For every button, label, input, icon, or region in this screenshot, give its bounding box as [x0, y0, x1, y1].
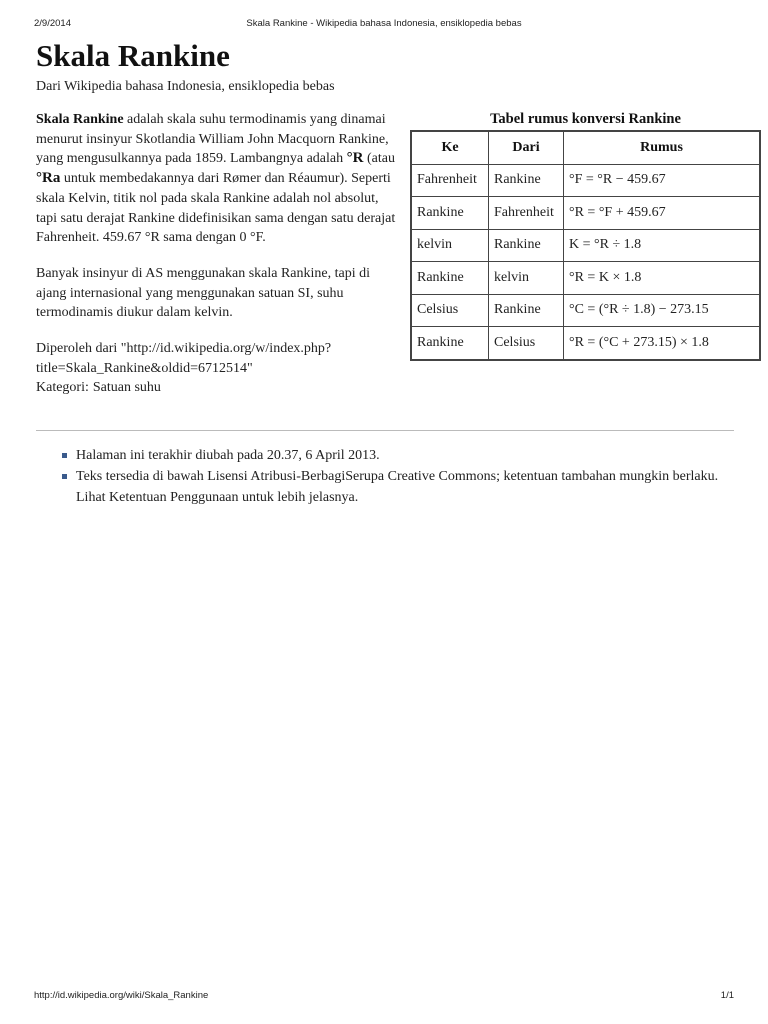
cell-rumus: K = °R ÷ 1.8	[564, 229, 761, 262]
print-header	[34, 18, 734, 32]
category-label: Kategori:	[36, 380, 89, 396]
cell-rumus: °R = °F + 459.67	[564, 197, 761, 230]
cell-rumus: °R = K × 1.8	[564, 262, 761, 295]
bullet-square-icon	[62, 453, 67, 458]
article-content	[36, 38, 734, 508]
table-caption: Tabel rumus konversi Rankine	[490, 111, 681, 127]
print-date: 2/9/2014	[34, 18, 71, 29]
site-tagline: Dari Wikipedia bahasa Indonesia, ensiklopedia bebas	[36, 79, 335, 94]
cell-rumus: °R = (°C + 273.15) × 1.8	[564, 327, 761, 360]
cell-dari: kelvin	[489, 262, 564, 295]
license-text: Teks tersedia di bawah Lisensi Atribusi-BerbagiSerupa Creative Commons; ketentuan tambahan mungkin berlaku. Lihat Ketentuan Penggunaan untuk lebih jelasnya.	[76, 469, 719, 505]
cell-dari: Rankine	[489, 294, 564, 327]
cell-dari: Fahrenheit	[489, 197, 564, 230]
header-dari: Dari	[489, 131, 564, 164]
last-modified-text: Halaman ini terakhir diubah pada 20.37, 6 April 2013.	[76, 448, 380, 463]
cell-ke: Rankine	[411, 262, 489, 295]
footer-divider	[36, 430, 734, 431]
header-ke: Ke	[411, 131, 489, 164]
table-row	[411, 294, 760, 327]
table-header-row	[411, 131, 760, 164]
conversion-table-box	[410, 110, 761, 361]
category-line	[36, 378, 398, 398]
rankine-symbol: °R	[346, 150, 364, 167]
rankine-alt-symbol: °Ra	[36, 170, 61, 187]
cell-dari: Rankine	[489, 164, 564, 197]
retrieved-from: Diperoleh dari "http://id.wikipedia.org/w/index.php?title=Skala_Rankine&oldid=6712514"	[36, 341, 332, 376]
list-item	[64, 466, 734, 508]
table-row	[411, 229, 760, 262]
cell-rumus: °C = (°R ÷ 1.8) − 273.15	[564, 294, 761, 327]
table-row	[411, 262, 760, 295]
intro-text-1: adalah skala suhu termodinamis yang dinamai menurut insinyur Skotlandia William John Macquorn Rankine, yang mengusulkannya pada 1859. Lambangnya adalah	[36, 112, 389, 167]
intro-paragraph	[36, 110, 398, 248]
cell-ke: Rankine	[411, 327, 489, 360]
conversion-table	[410, 130, 761, 361]
cell-ke: Rankine	[411, 197, 489, 230]
cell-ke: kelvin	[411, 229, 489, 262]
intro-text-3: untuk membedakannya dari Rømer dan Réaumur). Seperti skala Kelvin, titik nol pada skala Rankine adalah nol absolut, tapi satu derajat Rankine didefinisikan sama dengan satu derajat Fahrenheit. 459.67 °R sama dengan 0 °F.	[36, 171, 396, 246]
intro-text-2: (atau	[363, 151, 395, 167]
cell-dari: Rankine	[489, 229, 564, 262]
article-body	[36, 110, 734, 418]
cell-ke: Fahrenheit	[411, 164, 489, 197]
print-footer	[34, 990, 734, 1004]
table-row	[411, 327, 760, 360]
table-row	[411, 197, 760, 230]
print-page-title: Skala Rankine - Wikipedia bahasa Indonesia, ensiklopedia bebas	[246, 18, 522, 29]
cell-ke: Celsius	[411, 294, 489, 327]
print-url: http://id.wikipedia.org/wiki/Skala_Rankine	[34, 990, 209, 1001]
category-link[interactable]: Satuan suhu	[92, 380, 161, 396]
article-text	[36, 110, 398, 398]
bullet-square-icon	[62, 474, 67, 479]
table-row	[411, 164, 760, 197]
bold-term: Skala Rankine	[36, 112, 124, 127]
cell-rumus: °F = °R − 459.67	[564, 164, 761, 197]
cell-dari: Celsius	[489, 327, 564, 360]
header-rumus: Rumus	[564, 131, 761, 164]
usage-paragraph: Banyak insinyur di AS menggunakan skala Rankine, tapi di ajang internasional yang menggunakan satuan SI, suhu termodinamis diukur dalam kelvin.	[36, 265, 371, 321]
footer-info-list	[36, 445, 734, 508]
page-title: Skala Rankine	[36, 38, 230, 73]
print-page-number: 1/1	[720, 990, 734, 1001]
list-item	[64, 445, 734, 466]
